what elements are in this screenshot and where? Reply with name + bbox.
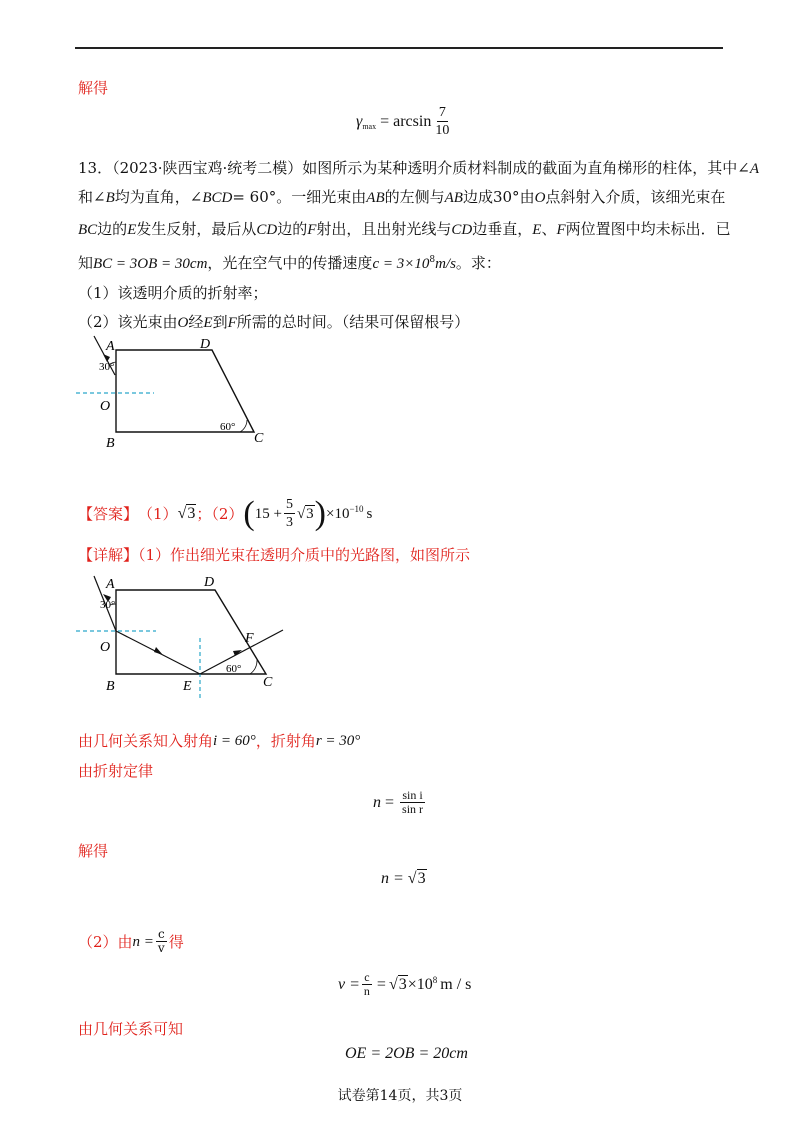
part2-line: [78, 928, 184, 955]
angle-60-label: 60°: [226, 663, 242, 675]
label-a: A: [106, 339, 115, 354]
problem-text: 知: [78, 254, 94, 272]
fraction-numerator: c: [364, 970, 370, 984]
c-over-v-fraction: [156, 928, 167, 955]
velocity-equation: v = $\frac{c}{n}$ = √3 ×10 $^8$ m / s: [338, 970, 472, 998]
label-e: E: [183, 679, 192, 694]
angle-value: = 60°: [232, 188, 277, 206]
label-a: A: [106, 577, 115, 592]
exponent: 8: [429, 255, 436, 265]
symbol-e: E: [203, 315, 213, 331]
n-symbol: n: [373, 793, 381, 811]
trapezoid-outline: [116, 590, 266, 674]
gamma-max-equation: [356, 104, 453, 139]
problem-text: 到: [212, 313, 228, 331]
problem-line-3: [78, 219, 731, 240]
angle-arc: [240, 420, 247, 432]
gamma-subscript: max: [362, 122, 377, 131]
problem-text: 边垂直，: [472, 220, 533, 238]
exponent: 8: [432, 974, 438, 985]
label-o: O: [100, 640, 111, 655]
angle-30-label: 30°: [99, 361, 115, 373]
detail-label: 【详解】: [78, 546, 139, 564]
arcsin-text: = arcsin: [380, 112, 432, 130]
fraction-7-10: [433, 104, 451, 139]
problem-line-1: [78, 158, 759, 179]
time-expression: ( 15 + $\frac{5}{3}$ √3 ) ×10 $^{-10}$ s: [243, 494, 373, 532]
reflected-ray: [200, 630, 283, 674]
sin-fraction: [400, 789, 425, 816]
problem-text: 和∠: [78, 188, 106, 206]
fraction-numerator: 7: [438, 105, 446, 120]
problem-text: 、: [541, 220, 557, 238]
fraction-denominator: n: [363, 984, 370, 998]
speed-of-light: c = 3×10: [372, 256, 430, 272]
label-c: C: [263, 675, 273, 690]
problem-text: 经: [188, 313, 204, 331]
answer-label: 【答案】: [78, 504, 139, 523]
problem-text: 射出，且出射光线与: [316, 220, 452, 238]
sqrt-radicand: 3: [417, 870, 426, 887]
relation-text: ，折射角: [255, 732, 316, 750]
label-o: O: [100, 399, 111, 414]
right-paren: ): [314, 494, 326, 532]
sqrt-radicand: 3: [187, 504, 196, 522]
symbol-cd: CD: [256, 222, 278, 238]
fraction-numerator: c: [157, 927, 165, 941]
equals: =: [385, 793, 395, 811]
n-result: n = √3: [381, 870, 426, 887]
refraction-law-label: 由折射定律: [78, 762, 154, 780]
detail-line: [78, 545, 470, 565]
problem-text: 的左侧与: [384, 188, 445, 206]
symbol-f: F: [556, 222, 566, 238]
equals: =: [376, 975, 386, 993]
fraction-denominator: 10: [435, 123, 450, 138]
trapezoid-outline: [116, 350, 254, 432]
refraction-law-equation: [373, 789, 427, 816]
symbol-a: A: [749, 161, 760, 177]
unit: m / s: [440, 975, 472, 993]
label-d: D: [204, 575, 215, 590]
page-footer: 试卷第14页，共3页: [337, 1088, 463, 1104]
label-f: F: [245, 631, 254, 646]
problem-text: （2）该光束由: [78, 313, 178, 331]
symbol-ab: AB: [444, 190, 463, 206]
question-1: （1）该透明介质的折射率；: [78, 284, 268, 302]
problem-text: 均为直角，∠: [114, 188, 203, 206]
fraction-numerator: sin i: [402, 788, 423, 802]
length-equation: BC = 3OB = 30cm: [93, 256, 208, 272]
problem-line-2: [78, 187, 725, 208]
speed-unit: m/s: [435, 256, 456, 272]
part2-text: （2）由: [78, 932, 133, 951]
answer-part-1: （1）: [138, 504, 178, 523]
incident-angle: i = 60°: [213, 733, 256, 749]
angle-relation-line: [78, 731, 360, 751]
expr-part: ×10: [326, 505, 350, 522]
symbol-o: O: [177, 315, 189, 331]
symbol-b: B: [105, 190, 115, 206]
fraction-denominator: sin r: [402, 802, 424, 816]
symbol-bcd: BCD: [202, 190, 233, 206]
symbol-cd: CD: [451, 222, 473, 238]
symbol-bc: BC: [78, 222, 98, 238]
symbol-e: E: [532, 222, 542, 238]
expr-part: 15 +: [254, 505, 282, 522]
problem-text: 13．（2023·陕西宝鸡·统考二模）如图所示为某种透明介质材料制成的截面为直角梯形的柱体，其中∠: [78, 159, 750, 177]
sqrt-3: √3: [177, 504, 196, 522]
fraction-denominator: 3: [285, 515, 293, 530]
label-c: C: [254, 431, 264, 446]
problem-text: 。求：: [455, 254, 501, 272]
n-equals: n =: [381, 870, 404, 887]
label-d: D: [200, 337, 211, 352]
angle-30-label: 30°: [100, 599, 116, 611]
c-over-n-fraction: [362, 971, 372, 998]
problem-text: 边的: [277, 220, 308, 238]
n-equals: n =: [132, 933, 154, 950]
symbol-o: O: [534, 190, 546, 206]
symbol-ab: AB: [366, 190, 385, 206]
geometry-label-2: 由几何关系可知: [78, 1020, 184, 1038]
angle-60-label: 60°: [220, 421, 236, 433]
solve-label-2: 解得: [78, 842, 109, 860]
trapezoid-figure-2: [70, 568, 290, 698]
angle-arc: [250, 660, 257, 674]
fraction-5-3: [284, 496, 295, 531]
oe-equation: [345, 1045, 468, 1063]
symbol-e: E: [127, 222, 137, 238]
problem-text: 由: [519, 188, 535, 206]
problem-text: 发生反射，最后从: [136, 220, 257, 238]
header-rule: [75, 47, 723, 49]
oe-length: OE = 2OB = 20cm: [345, 1045, 468, 1062]
sqrt-radicand: 3: [306, 505, 314, 522]
question-2: [78, 312, 469, 333]
exponent: −10: [349, 503, 364, 514]
refraction-angle: r = 30°: [315, 733, 361, 749]
answer-line: [78, 496, 372, 531]
problem-text: 边成: [462, 188, 493, 206]
trapezoid-figure-1: [70, 332, 285, 452]
problem-text: 两位置图中均未标出．已: [565, 220, 731, 238]
solve-label-1: 解得: [78, 79, 109, 97]
fraction-numerator: 5: [285, 497, 293, 512]
label-b: B: [106, 436, 115, 451]
problem-text: 点斜射入介质，该细光束在: [545, 188, 726, 206]
problem-line-4: [78, 250, 501, 274]
problem-text: 边的: [97, 220, 128, 238]
relation-text: 由几何关系知入射角: [78, 732, 214, 750]
left-paren: (: [243, 494, 255, 532]
times-ten: ×10: [407, 975, 433, 993]
problem-text: 。一细光束由: [276, 188, 367, 206]
unit: s: [366, 505, 373, 522]
fraction-denominator: v: [157, 941, 165, 955]
v-equals: v =: [338, 975, 360, 993]
symbol-f: F: [227, 315, 237, 331]
part2-text: 得: [168, 932, 184, 951]
gamma-symbol: γ: [356, 112, 363, 130]
arrow-icon: [154, 647, 163, 655]
detail-text: （1）作出细光束在透明介质中的光路图，如图所示: [138, 546, 471, 564]
problem-text: ，光在空气中的传播速度: [207, 254, 373, 272]
label-b: B: [106, 679, 115, 694]
answer-part-2: ；（2）: [196, 504, 244, 523]
symbol-f: F: [307, 222, 317, 238]
sqrt-radicand: 3: [398, 975, 407, 993]
problem-text: 所需的总时间。（结果可保留根号）: [236, 313, 470, 331]
angle-value: 30°: [492, 188, 520, 206]
